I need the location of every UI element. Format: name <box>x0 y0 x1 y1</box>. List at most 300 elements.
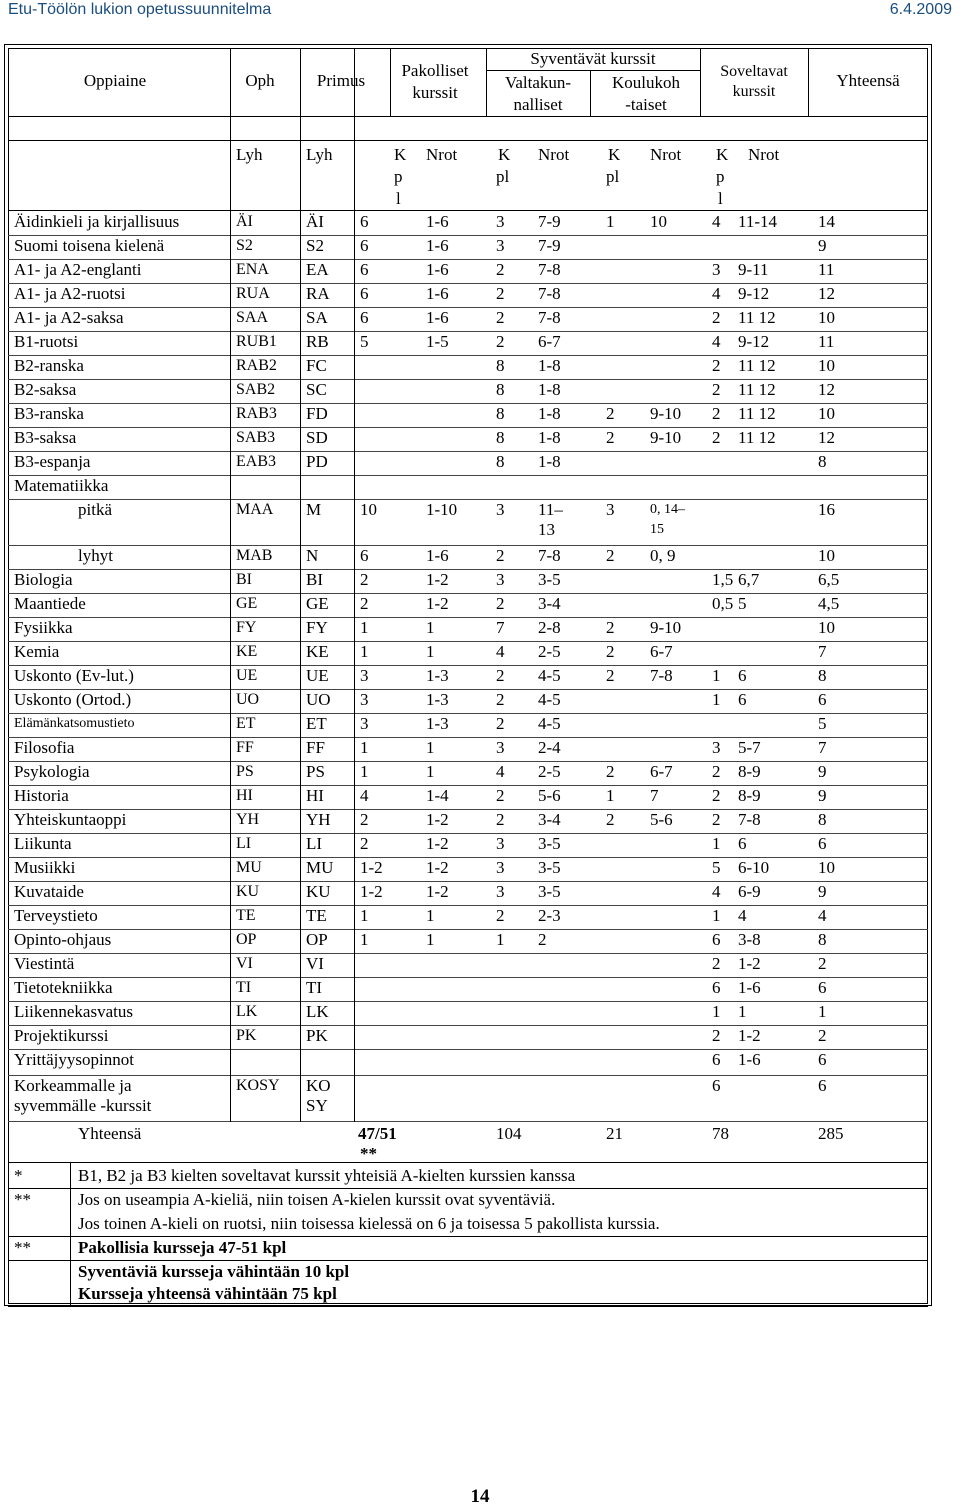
cell-oph: ÄI <box>236 213 253 230</box>
cell-oph: MAA <box>236 501 274 518</box>
cell-vn: 3-5 <box>538 882 561 901</box>
cell-sk: 1 <box>712 690 721 709</box>
cell-vn: 7-8 <box>538 284 561 303</box>
cell-kk: 2 <box>606 546 615 565</box>
cell-pk: 1 <box>360 618 369 637</box>
cell-sn: 6-9 <box>738 882 761 901</box>
col-header-soveltavat-2: kurssit <box>732 83 776 100</box>
cell-tot: 6 <box>818 1076 827 1095</box>
row-rule <box>8 427 928 428</box>
row-subject: Biologia <box>14 570 73 589</box>
cell-kk: 2 <box>606 404 615 423</box>
row-subject: B3-saksa <box>14 428 77 447</box>
cell-tot: 9 <box>818 882 827 901</box>
cell-kk: 2 <box>606 762 615 781</box>
cell-pn: 1 <box>426 762 435 781</box>
cell-oph: RUB1 <box>236 333 277 350</box>
subheader-kpl-pakolliset-2: p <box>394 167 403 186</box>
cell-sn: 7-8 <box>738 810 761 829</box>
cell-sk: 4 <box>712 332 721 351</box>
cell-vk: 2 <box>496 594 505 613</box>
row-rule <box>8 1049 928 1050</box>
table-rule <box>8 1306 928 1307</box>
cell-vk: 2 <box>496 666 505 685</box>
cell-vn: 2-5 <box>538 762 561 781</box>
row-rule <box>8 1025 928 1026</box>
cell-vk: 2 <box>496 332 505 351</box>
row-subject: B1-ruotsi <box>14 332 79 351</box>
cell-tot: 7 <box>818 642 827 661</box>
cell-vk: 3 <box>496 236 505 255</box>
cell-tot: 2 <box>818 954 827 973</box>
cell-oph: GE <box>236 595 258 612</box>
table-rule <box>8 1162 928 1163</box>
cell-vn: 11– <box>538 500 563 519</box>
cell-vk: 3 <box>496 834 505 853</box>
cell-sk: 2 <box>712 954 721 973</box>
row-rule <box>8 857 928 858</box>
cell-oph: FY <box>236 619 257 636</box>
row-rule <box>8 1121 928 1122</box>
row-subject: Elämänkatsomustieto <box>14 716 135 731</box>
cell-pr: RA <box>306 284 330 303</box>
cell-vn: 4-5 <box>538 714 561 733</box>
cell-sk: 6 <box>712 930 721 949</box>
row-rule <box>8 259 928 260</box>
cell-pr: FC <box>306 356 327 375</box>
cell-pn: 1-3 <box>426 690 449 709</box>
cell-sn: 1-2 <box>738 1026 761 1045</box>
cell-vk: 4 <box>496 762 505 781</box>
cell-tot: 6 <box>818 1050 827 1069</box>
cell-vk: 8 <box>496 356 505 375</box>
row-subject: Matematiikka <box>14 476 109 495</box>
page-header <box>0 0 960 22</box>
cell-pk: 6 <box>360 212 369 231</box>
cell-sn: 1 <box>738 1002 747 1021</box>
row-rule <box>8 379 928 380</box>
cell-pn: 1 <box>426 906 435 925</box>
cell-pr: GE <box>306 594 329 613</box>
subheader-kpl-valtakunnalliset: K <box>498 145 511 164</box>
cell-pr: PD <box>306 452 328 471</box>
cell-pn: 1-6 <box>426 546 449 565</box>
cell-vk: 2 <box>496 546 505 565</box>
cell-kn: 15 <box>650 522 664 537</box>
cell-tot: 12 <box>818 428 835 447</box>
row-subject: A1- ja A2-ruotsi <box>14 284 126 303</box>
cell-vk: 8 <box>496 428 505 447</box>
syventavat-rule <box>486 70 700 71</box>
row-subject: Historia <box>14 786 69 805</box>
cell-pk: 3 <box>360 666 369 685</box>
cell-oph: S2 <box>236 237 253 254</box>
cell-pr: PK <box>306 1026 328 1045</box>
row-subject: Maantiede <box>14 594 86 613</box>
cell-pn: 1-6 <box>426 212 449 231</box>
subheader-kpl-pakolliset: K <box>394 145 407 164</box>
subheader-kpl-soveltavat: K <box>716 145 729 164</box>
cell-sk: 4 <box>712 284 721 303</box>
cell-tot: 7 <box>818 738 827 757</box>
cell-vk: 2 <box>496 308 505 327</box>
cell-sk: 0,5 <box>712 594 734 613</box>
row-subject: syvemmälle -kurssit <box>14 1096 152 1115</box>
cell-pr: SY <box>306 1096 328 1115</box>
cell-sk: 2 <box>712 380 721 399</box>
cell-vn: 3-5 <box>538 858 561 877</box>
cell-pn: 1-10 <box>426 500 458 519</box>
table-rule <box>8 1236 928 1237</box>
row-rule <box>8 355 928 356</box>
cell-tot: 1 <box>818 1002 827 1021</box>
cell-vk: 8 <box>496 452 505 471</box>
cell-vk: 2 <box>496 284 505 303</box>
totals-valtakunnalliset: 104 <box>496 1124 522 1143</box>
cell-tot: 2 <box>818 1026 827 1045</box>
cell-sn: 6 <box>738 690 747 709</box>
cell-tot: 10 <box>818 858 835 877</box>
subheader-kpl-koulukohtaiset-2: pl <box>606 167 620 186</box>
cell-kn: 9-10 <box>650 404 682 423</box>
cell-sn: 9-12 <box>738 284 770 303</box>
cell-sk: 5 <box>712 858 721 877</box>
cell-pr: UO <box>306 690 331 709</box>
subheader-lyh-oph: Lyh <box>236 145 263 164</box>
cell-vk: 8 <box>496 380 505 399</box>
cell-sn: 11 12 <box>738 404 776 423</box>
cell-oph: KE <box>236 643 258 660</box>
row-rule <box>8 451 928 452</box>
cell-tot: 8 <box>818 930 827 949</box>
cell-kn: 9-10 <box>650 618 682 637</box>
cell-vk: 2 <box>496 906 505 925</box>
column-rule <box>70 1162 71 1306</box>
cell-pk: 1-2 <box>360 858 383 877</box>
column-rule <box>230 48 231 1122</box>
col-header-valtakunnalliset-2: nalliset <box>513 95 563 114</box>
row-rule <box>8 953 928 954</box>
cell-vn: 5-6 <box>538 786 561 805</box>
cell-pr: MU <box>306 858 334 877</box>
cell-oph: VI <box>236 955 253 972</box>
cell-sn: 3-8 <box>738 930 761 949</box>
cell-pr: KU <box>306 882 331 901</box>
cell-kn: 6-7 <box>650 642 673 661</box>
cell-tot: 10 <box>818 404 835 423</box>
row-rule <box>8 1075 928 1076</box>
cell-kk: 1 <box>606 786 615 805</box>
cell-pr: PS <box>306 762 325 781</box>
cell-vn: 3-4 <box>538 810 561 829</box>
cell-vn: 7-8 <box>538 308 561 327</box>
row-rule <box>8 809 928 810</box>
cell-oph: ENA <box>236 261 269 278</box>
cell-pn: 1-6 <box>426 260 449 279</box>
cell-tot: 10 <box>818 618 835 637</box>
cell-oph: MU <box>236 859 262 876</box>
cell-oph: LI <box>236 835 252 852</box>
cell-pr: ET <box>306 714 327 733</box>
cell-oph: SAB3 <box>236 429 276 446</box>
cell-pr: SC <box>306 380 327 399</box>
col-header-yhteensa: Yhteensä <box>836 71 900 90</box>
subheader-nrot-valtakunnalliset: Nrot <box>538 145 570 164</box>
row-subject: Viestintä <box>14 954 75 973</box>
cell-sn: 6-10 <box>738 858 770 877</box>
cell-vn: 3-5 <box>538 834 561 853</box>
row-subject: B3-espanja <box>14 452 91 471</box>
totals-pakolliset-mark: ** <box>360 1144 377 1163</box>
cell-sk: 2 <box>712 308 721 327</box>
col-header-koulukohtaiset: Koulukoh <box>612 73 680 92</box>
cell-vn: 7-8 <box>538 546 561 565</box>
cell-sn: 11-14 <box>738 212 778 231</box>
cell-sk: 6 <box>712 1050 721 1069</box>
col-header-soveltavat: Soveltavat <box>720 63 788 80</box>
row-subject: Yrittäjyysopinnot <box>14 1050 134 1069</box>
cell-pk: 6 <box>360 284 369 303</box>
row-subject: Filosofia <box>14 738 75 757</box>
cell-sk: 2 <box>712 1026 721 1045</box>
subheader-nrot-soveltavat: Nrot <box>748 145 780 164</box>
cell-kn: 10 <box>650 212 667 231</box>
cell-kn: 5-6 <box>650 810 673 829</box>
cell-pn: 1-4 <box>426 786 449 805</box>
row-subject: Korkeammalle ja <box>14 1076 132 1095</box>
row-rule <box>8 307 928 308</box>
row-rule <box>8 593 928 594</box>
cell-pr: SD <box>306 428 328 447</box>
cell-vn: 4-5 <box>538 666 561 685</box>
cell-pn: 1-2 <box>426 810 449 829</box>
cell-vk: 1 <box>496 930 505 949</box>
page-number: 14 <box>470 1486 490 1507</box>
cell-vn: 7-9 <box>538 236 561 255</box>
document-title: Etu-Töölön lukion opetussuunnitelma <box>8 1 272 18</box>
row-subject: Suomi toisena kielenä <box>14 236 165 255</box>
totals-label: Yhteensä <box>78 1124 142 1143</box>
cell-pr: LI <box>306 834 323 853</box>
row-rule <box>8 977 928 978</box>
cell-tot: 12 <box>818 284 835 303</box>
cell-sk: 4 <box>712 212 721 231</box>
cell-sn: 1-2 <box>738 954 761 973</box>
cell-kk: 2 <box>606 618 615 637</box>
cell-vk: 2 <box>496 714 505 733</box>
cell-oph: SAA <box>236 309 269 326</box>
cell-tot: 9 <box>818 236 827 255</box>
row-rule <box>8 929 928 930</box>
row-subject: Musiikki <box>14 858 76 877</box>
subheader-nrot-pakolliset: Nrot <box>426 145 458 164</box>
row-subject: B3-ranska <box>14 404 84 423</box>
cell-sn: 5-7 <box>738 738 761 757</box>
cell-oph: RAB2 <box>236 357 277 374</box>
row-rule <box>8 785 928 786</box>
cell-pr: KO <box>306 1076 331 1095</box>
cell-vk: 7 <box>496 618 505 637</box>
footnote-text: Jos toinen A-kieli on ruotsi, niin toisessa kielessä on 6 ja toisessa 5 pakollista kurssia. <box>78 1214 660 1233</box>
cell-kk: 3 <box>606 500 615 519</box>
cell-pk: 1-2 <box>360 882 383 901</box>
cell-oph: UE <box>236 667 258 684</box>
cell-sn: 6 <box>738 834 747 853</box>
row-rule <box>8 475 928 476</box>
subheader-kpl-koulukohtaiset: K <box>608 145 621 164</box>
cell-pn: 1 <box>426 642 435 661</box>
row-subject: Äidinkieli ja kirjallisuus <box>14 212 180 231</box>
cell-oph: KOSY <box>236 1077 280 1094</box>
cell-pn: 1 <box>426 738 435 757</box>
cell-pr: ÄI <box>306 212 324 231</box>
cell-oph: YH <box>236 811 260 828</box>
cell-pr: LK <box>306 1002 329 1021</box>
cell-oph: UO <box>236 691 260 708</box>
column-rule <box>486 48 487 116</box>
cell-tot: 11 <box>818 260 835 279</box>
row-subject: Uskonto (Ortod.) <box>14 690 132 709</box>
row-rule <box>8 713 928 714</box>
row-rule <box>8 617 928 618</box>
cell-kk: 2 <box>606 642 615 661</box>
cell-vn: 3-4 <box>538 594 561 613</box>
cell-sk: 3 <box>712 260 721 279</box>
cell-oph: RUA <box>236 285 270 302</box>
cell-pr: N <box>306 546 319 565</box>
cell-tot: 6,5 <box>818 570 840 589</box>
cell-pr: KE <box>306 642 329 661</box>
cell-vk: 3 <box>496 500 505 519</box>
row-subject: Kuvataide <box>14 882 84 901</box>
row-rule <box>8 545 928 546</box>
cell-pk: 1 <box>360 642 369 661</box>
cell-pr: FF <box>306 738 325 757</box>
column-rule <box>390 48 391 116</box>
cell-pk: 2 <box>360 570 369 589</box>
cell-sn: 1-6 <box>738 978 761 997</box>
cell-sk: 1 <box>712 1002 721 1021</box>
cell-tot: 4,5 <box>818 594 840 613</box>
col-header-pakolliset-2: kurssit <box>412 83 458 102</box>
cell-tot: 16 <box>818 500 835 519</box>
cell-pr: S2 <box>306 236 324 255</box>
cell-pr: BI <box>306 570 323 589</box>
col-header-primus: Primus <box>316 71 366 90</box>
cell-pr: FY <box>306 618 328 637</box>
footnote-mark: ** <box>14 1190 31 1209</box>
row-rule <box>8 881 928 882</box>
table-rule <box>8 210 928 211</box>
cell-kn: 9-10 <box>650 428 682 447</box>
cell-vk: 3 <box>496 570 505 589</box>
cell-pk: 2 <box>360 834 369 853</box>
cell-vn: 1-8 <box>538 428 561 447</box>
cell-oph: BI <box>236 571 252 588</box>
cell-tot: 14 <box>818 212 835 231</box>
cell-tot: 9 <box>818 762 827 781</box>
cell-vn: 7-9 <box>538 212 561 231</box>
cell-vn: 2 <box>538 930 547 949</box>
col-header-syventavat: Syventävät kurssit <box>530 49 656 68</box>
totals-yhteensa: 285 <box>818 1124 844 1143</box>
subheader-kpl-valtakunnalliset-2: pl <box>496 167 510 186</box>
subheader-nrot-koulukohtaiset: Nrot <box>650 145 682 164</box>
footnote-text: Syventäviä kursseja vähintään 10 kpl <box>78 1262 350 1281</box>
cell-kk: 1 <box>606 212 615 231</box>
subheader-lyh-primus: Lyh <box>306 145 333 164</box>
cell-pk: 6 <box>360 260 369 279</box>
cell-oph: TE <box>236 907 256 924</box>
cell-pn: 1-6 <box>426 284 449 303</box>
cell-pn: 1-6 <box>426 308 449 327</box>
cell-pr: OP <box>306 930 328 949</box>
footnote-mark: ** <box>14 1238 31 1257</box>
subheader-kpl-soveltavat-3: l <box>718 189 723 208</box>
cell-tot: 4 <box>818 906 827 925</box>
table-rule <box>8 140 928 141</box>
cell-oph: PK <box>236 1027 257 1044</box>
cell-pr: RB <box>306 332 329 351</box>
row-rule <box>8 1001 928 1002</box>
row-rule <box>8 499 928 500</box>
cell-tot: 6 <box>818 834 827 853</box>
cell-sn: 11 12 <box>738 356 776 375</box>
footnote-text: B1, B2 ja B3 kielten soveltavat kurssit yhteisiä A-kielten kurssien kanssa <box>78 1166 576 1185</box>
row-subject: Opinto-ohjaus <box>14 930 112 949</box>
cell-vn: 3-5 <box>538 570 561 589</box>
row-rule <box>8 331 928 332</box>
cell-oph: MAB <box>236 547 273 564</box>
cell-oph: HI <box>236 787 253 804</box>
totals-soveltavat: 78 <box>712 1124 729 1143</box>
cell-sk: 1,5 <box>712 570 734 589</box>
cell-vn: 1-8 <box>538 452 561 471</box>
cell-sk: 1 <box>712 666 721 685</box>
row-subject: Liikunta <box>14 834 72 853</box>
cell-pn: 1-2 <box>426 882 449 901</box>
cell-kn: 0, 9 <box>650 546 676 565</box>
cell-pn: 1 <box>426 618 435 637</box>
cell-oph: ET <box>236 715 256 732</box>
row-subject: A1- ja A2-englanti <box>14 260 142 279</box>
cell-vk: 2 <box>496 690 505 709</box>
cell-pk: 6 <box>360 308 369 327</box>
cell-kn: 0, 14– <box>650 502 685 517</box>
cell-oph: TI <box>236 979 252 996</box>
cell-kn: 7-8 <box>650 666 673 685</box>
cell-pn: 1 <box>426 930 435 949</box>
cell-sn: 8-9 <box>738 786 761 805</box>
cell-tot: 10 <box>818 308 835 327</box>
row-subject: Psykologia <box>14 762 90 781</box>
cell-sk: 2 <box>712 428 721 447</box>
cell-vk: 3 <box>496 738 505 757</box>
cell-oph: KU <box>236 883 260 900</box>
row-rule <box>8 641 928 642</box>
totals-koulukohtaiset: 21 <box>606 1124 623 1143</box>
cell-vk: 3 <box>496 858 505 877</box>
cell-pr: SA <box>306 308 328 327</box>
cell-oph: RAB3 <box>236 405 277 422</box>
cell-pn: 1-2 <box>426 834 449 853</box>
cell-sk: 3 <box>712 738 721 757</box>
cell-pr: VI <box>306 954 324 973</box>
col-header-pakolliset: Pakolliset <box>401 61 469 80</box>
row-subject: Uskonto (Ev-lut.) <box>14 666 134 685</box>
cell-vn: 6-7 <box>538 332 561 351</box>
cell-vn: 1-8 <box>538 380 561 399</box>
